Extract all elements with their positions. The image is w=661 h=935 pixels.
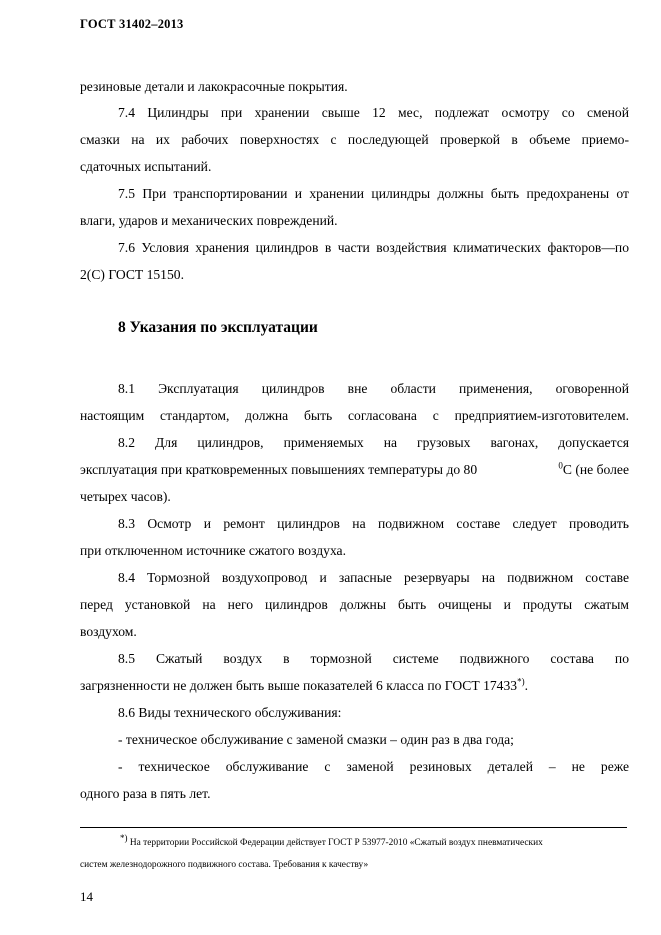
paragraph-line: 7.4 Цилиндры при хранении свыше 12 мес, подлежат осмотру со сменой xyxy=(118,105,629,120)
list-item-continuation: одного раза в пять лет. xyxy=(80,786,211,801)
temperature-text: эксплуатация при кратковременных повышениях температуры до 80 xyxy=(80,462,478,477)
degree-superscript: 0 xyxy=(558,460,563,471)
paragraph-line: воздухом. xyxy=(80,624,137,639)
page-number: 14 xyxy=(80,889,93,904)
list-item: - техническое обслуживание с заменой резиновых деталей – не реже xyxy=(118,759,629,774)
footnote-text: На территории Российской Федерации действует ГОСТ Р 53977-2010 «Сжатый воздух пневматических xyxy=(127,838,543,848)
footnote-mark: *) xyxy=(120,832,128,843)
sentence-end: . xyxy=(524,678,528,693)
paragraph-line: сдаточных испытаний. xyxy=(80,159,212,174)
paragraph-line-with-temperature xyxy=(80,461,629,478)
paragraph-line: четырех часов). xyxy=(80,489,171,504)
paragraph-line: смазки на их рабочих поверхностях с последующей проверкой в объеме приемо- xyxy=(80,132,629,147)
footnote-line: систем железнодорожного подвижного состава. Требования к качеству» xyxy=(80,860,369,870)
paragraph-line: влаги, ударов и механических повреждений. xyxy=(80,213,338,228)
document-header: ГОСТ 31402–2013 xyxy=(80,17,184,31)
paragraph-line: при отключенном источнике сжатого воздуха. xyxy=(80,543,346,558)
paragraph-line: 8.4 Тормозной воздухопровод и запасные резервуары на подвижном составе xyxy=(118,570,629,585)
paragraph-line: настоящим стандартом, должна быть согласована с предприятием-изготовителем. xyxy=(80,408,629,423)
paragraph-text: загрязненности не должен быть выше показателей 6 класса по ГОСТ 17433 xyxy=(80,678,518,693)
list-item: - техническое обслуживание с заменой смазки – один раз в два года; xyxy=(118,732,514,747)
paragraph-line: 8.5 Сжатый воздух в тормозной системе подвижного состава по xyxy=(118,651,629,666)
paragraph-line: 2(С) ГОСТ 15150. xyxy=(80,267,184,282)
paragraph-line: 7.5 При транспортировании и хранении цилиндры должны быть предохранены от xyxy=(118,186,629,201)
paragraph-line: 8.1 Эксплуатация цилиндров вне области применения, оговоренной xyxy=(118,381,629,396)
paragraph-line: 8.6 Виды технического обслуживания: xyxy=(118,705,342,720)
paragraph-line: 8.2 Для цилиндров, применяемых на грузовых вагонах, допускается xyxy=(118,435,629,450)
paragraph-line: 7.6 Условия хранения цилиндров в части воздействия климатических факторов—по xyxy=(118,240,629,255)
paragraph-line: резиновые детали и лакокрасочные покрытия. xyxy=(80,79,348,94)
footnote-separator xyxy=(80,827,627,828)
temperature-rest: С (не более xyxy=(562,462,629,477)
footnote-line xyxy=(120,832,629,849)
paragraph-line: 8.3 Осмотр и ремонт цилиндров на подвижном составе следует проводить xyxy=(118,516,629,531)
section-heading: 8 Указания по эксплуатации xyxy=(118,319,318,336)
footnote-reference[interactable]: *) xyxy=(517,676,525,687)
temperature-unit xyxy=(558,461,629,478)
paragraph-line-with-footnote-ref xyxy=(80,677,629,694)
paragraph-line: перед установкой на него цилиндров должны быть очищены и продуты сжатым xyxy=(80,597,629,612)
